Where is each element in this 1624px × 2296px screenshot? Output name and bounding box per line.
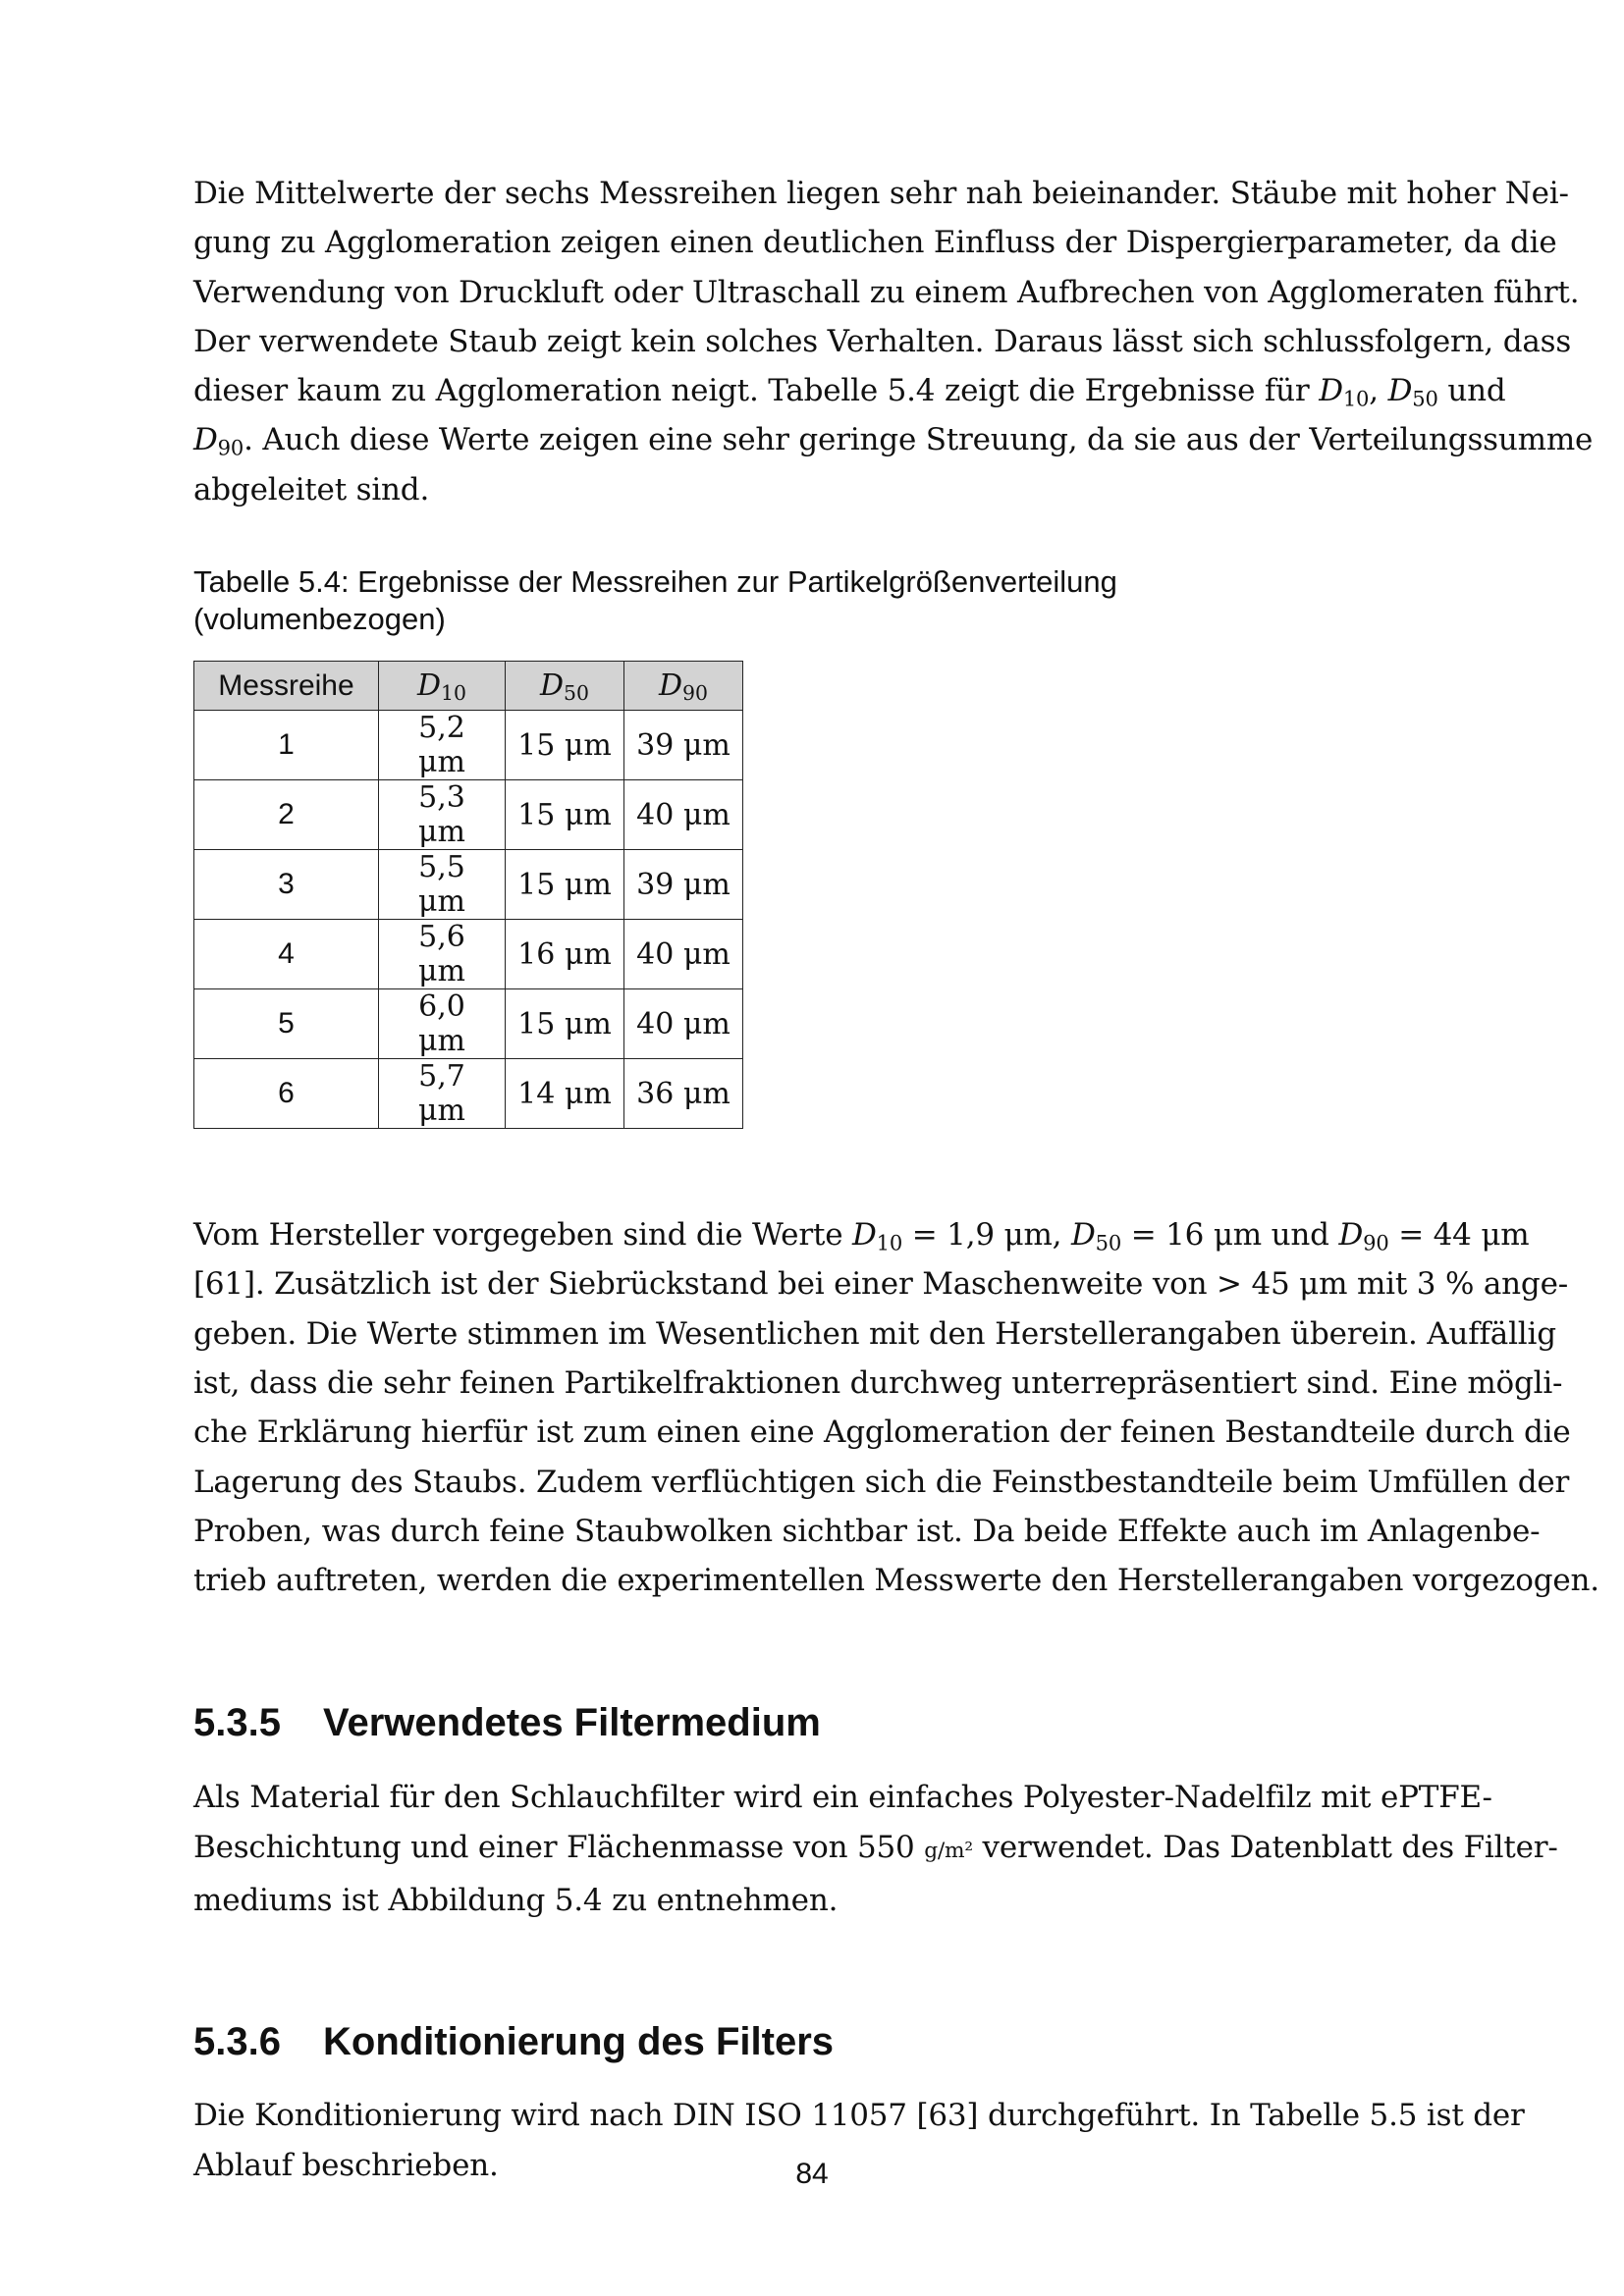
cell-d10: 5,6 μm bbox=[379, 920, 506, 989]
text-line: Proben, was durch feine Staubwolken sichtbar ist. Da beide Effekte auch im Anlagenbe- bbox=[193, 1513, 1541, 1549]
symbol-d50: $D_{50}$ bbox=[1070, 1217, 1122, 1255]
text-fragment: . Auch diese Werte zeigen eine sehr geringe Streuung, da sie aus der Verteilungssumme bbox=[244, 422, 1594, 458]
cell-d90: 36 μm bbox=[624, 1059, 743, 1129]
text-line: Lagerung des Staubs. Zudem verflüchtigen sich die Feinstbestandteile beim Umfüllen der bbox=[193, 1464, 1570, 1500]
cell-d10: 5,2 μm bbox=[379, 711, 506, 780]
cell-messreihe: 1 bbox=[194, 711, 379, 780]
text-line: trieb auftreten, werden die experimentellen Messwerte den Herstellerangaben vorgezogen. bbox=[193, 1563, 1599, 1599]
header-messreihe: Messreihe bbox=[194, 662, 379, 711]
section-number: 5.3.6 bbox=[193, 2020, 281, 2064]
caption-line: Tabelle 5.4: Ergebnisse der Messreihen zur Partikelgrößenverteilung bbox=[193, 564, 1117, 600]
cell-messreihe: 6 bbox=[194, 1059, 379, 1129]
cell-d10: 6,0 μm bbox=[379, 989, 506, 1059]
symbol-d50: $D_{50}$ bbox=[1387, 373, 1438, 411]
text-line: gung zu Agglomeration zeigen einen deutlichen Einfluss der Dispergierparameter, da die bbox=[193, 225, 1557, 261]
caption-line: (volumenbezogen) bbox=[193, 602, 446, 637]
results-table bbox=[193, 661, 743, 1129]
text-fragment: , bbox=[1369, 373, 1379, 409]
table-row bbox=[194, 850, 743, 920]
text-line: Die Mittelwerte der sechs Messreihen liegen sehr nah beieinander. Stäube mit hoher Nei- bbox=[193, 176, 1569, 211]
section-title: Konditionierung des Filters bbox=[323, 2020, 835, 2064]
section-number: 5.3.5 bbox=[193, 1701, 281, 1745]
table-row bbox=[194, 920, 743, 989]
cell-d10: 5,7 μm bbox=[379, 1059, 506, 1129]
cell-messreihe: 2 bbox=[194, 780, 379, 850]
table-header-row bbox=[194, 662, 743, 711]
text-line bbox=[193, 1210, 1530, 1259]
cell-d90: 39 μm bbox=[624, 711, 743, 780]
cell-d90: 39 μm bbox=[624, 850, 743, 920]
text-line: geben. Die Werte stimmen im Wesentlichen mit den Herstellerangaben überein. Auffällig bbox=[193, 1315, 1556, 1352]
cell-d50: 14 μm bbox=[506, 1059, 624, 1129]
text-fragment: = 16 μm und bbox=[1121, 1217, 1329, 1254]
text-line: Verwendung von Druckluft oder Ultraschall zu einem Aufbrechen von Agglomeraten führt. bbox=[193, 274, 1580, 310]
section-heading-5-3-5 bbox=[193, 1699, 1442, 1746]
table-row bbox=[194, 711, 743, 780]
text-fragment: Beschichtung und einer Flächenmasse von 550 bbox=[193, 1829, 915, 1865]
symbol-d90: $D_{90}$ bbox=[193, 422, 244, 460]
section-heading-5-3-6 bbox=[193, 2018, 1442, 2065]
symbol-d90: $D_{90}$ bbox=[1338, 1217, 1389, 1255]
table-row bbox=[194, 1059, 743, 1129]
text-line: abgeleitet sind. bbox=[193, 471, 430, 507]
text-fragment: verwendet. Das Datenblatt des Filter- bbox=[972, 1829, 1558, 1865]
unit-gsm: g/m² bbox=[924, 1838, 973, 1863]
cell-messreihe: 3 bbox=[194, 850, 379, 920]
header-d10: $D_{10}$ bbox=[379, 662, 506, 711]
table-caption bbox=[193, 563, 1442, 638]
cell-d50: 15 μm bbox=[506, 780, 624, 850]
symbol-d10: $D_{10}$ bbox=[1319, 373, 1370, 411]
text-line: mediums ist Abbildung 5.4 zu entnehmen. bbox=[193, 1883, 839, 1919]
header-d50: $D_{50}$ bbox=[506, 662, 624, 711]
text-line bbox=[193, 415, 1594, 464]
text-fragment: = 44 μm bbox=[1388, 1217, 1530, 1254]
header-d90: $D_{90}$ bbox=[624, 662, 743, 711]
cell-d10: 5,5 μm bbox=[379, 850, 506, 920]
cell-d50: 15 μm bbox=[506, 711, 624, 780]
cell-d90: 40 μm bbox=[624, 780, 743, 850]
text-line: [61]. Zusätzlich ist der Siebrückstand bei einer Maschenweite von > 45 μm mit 3 % ange- bbox=[193, 1266, 1568, 1303]
cell-messreihe: 4 bbox=[194, 920, 379, 989]
text-line: Der verwendete Staub zeigt kein solches Verhalten. Daraus lässt sich schlussfolgern, dass bbox=[193, 323, 1572, 359]
text-line: Als Material für den Schlauchfilter wird ein einfaches Polyester-Nadelfilz mit ePTFE- bbox=[193, 1780, 1492, 1816]
page-number: 84 bbox=[795, 2158, 829, 2190]
text-line: Die Konditionierung wird nach DIN ISO 11057 [63] durchgeführt. In Tabelle 5.5 ist der bbox=[193, 2098, 1525, 2134]
cell-d90: 40 μm bbox=[624, 989, 743, 1059]
text-line: che Erklärung hierfür ist zum einen eine Agglomeration der feinen Bestandteile durch die bbox=[193, 1415, 1571, 1451]
cell-d10: 5,3 μm bbox=[379, 780, 506, 850]
text-fragment: Vom Hersteller vorgegeben sind die Werte bbox=[193, 1217, 843, 1254]
paragraph-results-intro bbox=[193, 169, 1594, 514]
cell-d50: 16 μm bbox=[506, 920, 624, 989]
paragraph-manufacturer-comparison bbox=[193, 1210, 1599, 1605]
text-line bbox=[193, 366, 1506, 415]
text-line: ist, dass die sehr feinen Partikelfraktionen durchweg unterrepräsentiert sind. Eine mögli- bbox=[193, 1364, 1563, 1401]
cell-messreihe: 5 bbox=[194, 989, 379, 1059]
section-title: Verwendetes Filtermedium bbox=[323, 1701, 821, 1745]
text-fragment: dieser kaum zu Agglomeration neigt. Tabelle 5.4 zeigt die Ergebnisse für bbox=[193, 373, 1310, 409]
cell-d50: 15 μm bbox=[506, 989, 624, 1059]
table-row bbox=[194, 780, 743, 850]
paragraph-filter-medium bbox=[193, 1773, 1558, 1925]
cell-d90: 40 μm bbox=[624, 920, 743, 989]
text-fragment: = 1,9 μm, bbox=[902, 1217, 1062, 1254]
symbol-d10: $D_{10}$ bbox=[852, 1217, 903, 1255]
text-line bbox=[193, 1823, 1558, 1876]
page-content bbox=[193, 169, 1599, 2190]
table-row bbox=[194, 989, 743, 1059]
text-line: Ablauf beschrieben. bbox=[193, 2147, 499, 2183]
cell-d50: 15 μm bbox=[506, 850, 624, 920]
text-fragment: und bbox=[1447, 373, 1506, 409]
